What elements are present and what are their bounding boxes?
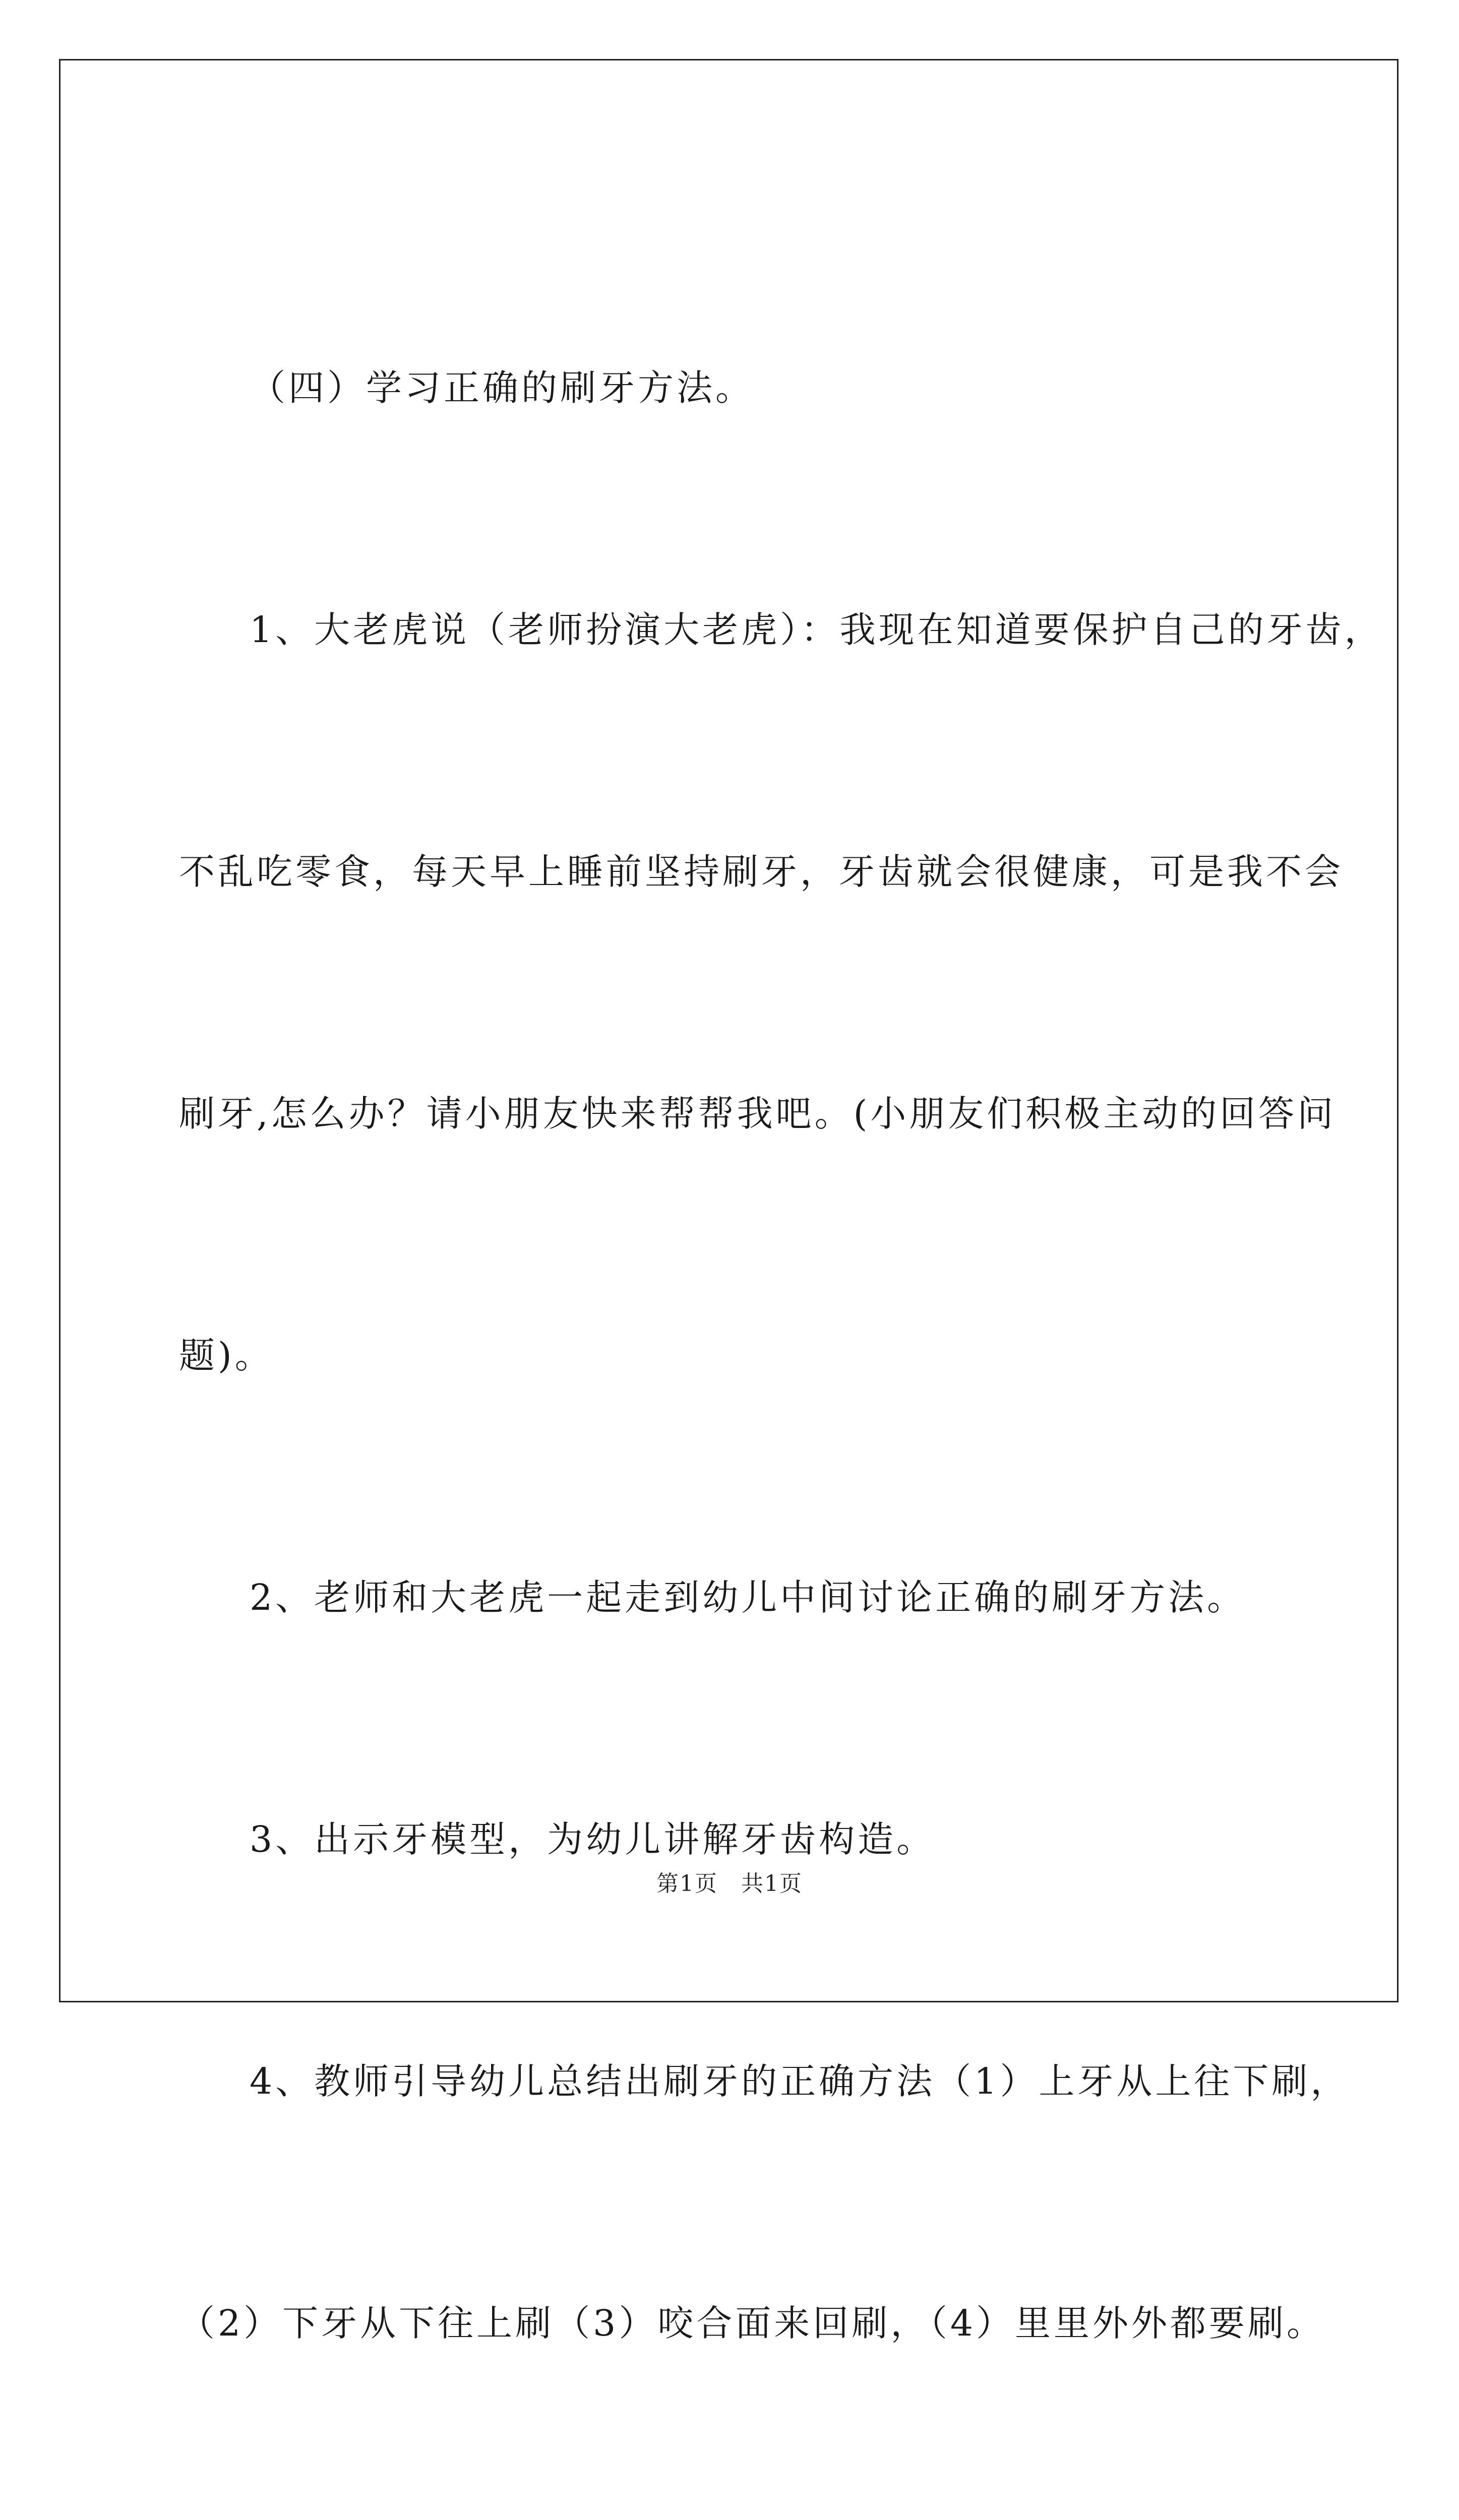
text-line: （四）学习正确的刷牙方法。: [250, 367, 755, 409]
text-line: 刷牙,怎么办？请小朋友快来帮帮我吧。(小朋友们积极主动的回答问: [179, 1093, 1336, 1135]
text-line: 3、出示牙模型，为幼儿讲解牙齿构造。: [250, 1818, 936, 1860]
text-block: [179, 186, 1383, 2520]
text-line: 4、教师引导幼儿总结出刷牙的正确方法（1）上牙从上往下刷，: [250, 2060, 1350, 2102]
page-number-footer: 第1页 共1页: [656, 1871, 803, 1897]
text-line: 题)。: [179, 1335, 274, 1376]
document-body: [179, 186, 1383, 2520]
text-line: （2）下牙从下往上刷（3）咬合面来回刷，（4）里里外外都要刷。: [179, 2302, 1326, 2344]
text-line: 1、大老虎说（老师扮演大老虎）：我现在知道要保护自己的牙齿，: [250, 609, 1383, 651]
text-line: 2、老师和大老虎一起走到幼儿中间讨论正确的刷牙方法。: [250, 1577, 1246, 1618]
text-line: 不乱吃零食，每天早上睡前坚持刷牙，牙齿就会很健康，可是我不会: [179, 851, 1344, 893]
